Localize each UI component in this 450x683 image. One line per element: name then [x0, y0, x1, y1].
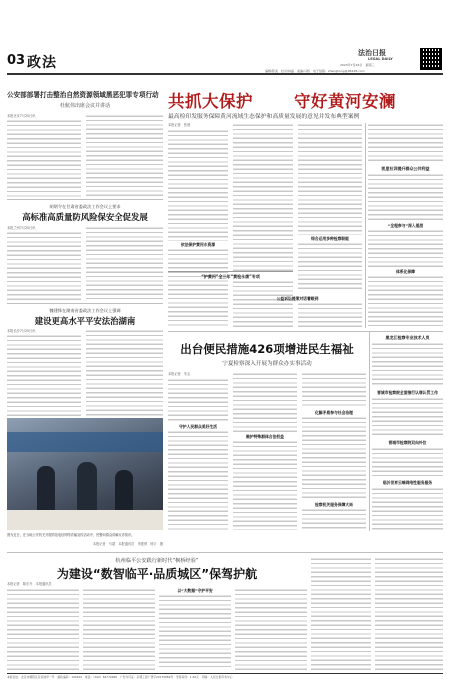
- bottom-body-col-6: [375, 557, 443, 670]
- lead-body-col-1: [168, 129, 228, 241]
- bottom-body-col-4: [235, 588, 307, 670]
- bottom-byline: 本报记者 陈东升 本报通讯员: [7, 582, 52, 586]
- right-brief-2-body: [372, 397, 443, 437]
- middle-top-rule: [168, 331, 443, 332]
- paper-name: 法治日报: [358, 49, 386, 57]
- bottom-body-col-3: [159, 594, 231, 670]
- lead-sidebar-body: [368, 123, 443, 163]
- lead-heading-c: 公益诉讼提案对话着眼到: [276, 296, 319, 301]
- lead-body-col-2b: [233, 280, 293, 328]
- middle-byline: 本报记者 朱志: [168, 372, 191, 376]
- middle-body-col-2b: [233, 440, 297, 530]
- header-rule: [7, 73, 443, 75]
- middle-heading-d: 检察机关服务保障大局: [315, 502, 353, 507]
- left-article-2-byline: 本报兰州7月25日讯: [7, 226, 36, 230]
- right-brief-4-body: [372, 487, 443, 530]
- left-article-1-subtitle: 杜航伟出席会议并讲话: [59, 103, 110, 109]
- lead-body-col-3: [298, 123, 362, 235]
- right-brief-1-title: 黑龙江检察专业技术人员: [385, 335, 430, 340]
- page-number: 03: [7, 53, 26, 68]
- lead-heading-a: 依法保护黄河水资源: [180, 242, 216, 247]
- photo-caption: 图为近日，在当地公安机关开展防范电信网络诈骗宣传活动中，民警向群众讲解反诈知识。: [7, 533, 135, 537]
- lead-heading-b: 综合运用多种检察职能: [311, 236, 349, 241]
- middle-heading-a: 守护人民群众美好生活: [179, 424, 217, 429]
- right-brief-2-title: 晋城市检察院全面推行认罪认罚工作: [377, 390, 438, 395]
- middle-body-col-1: [168, 378, 228, 422]
- left-article-2-kicker: 胡炳令在甘肃省委政法工作会议上要求: [49, 204, 121, 209]
- lead-sidebar-rule: [365, 123, 366, 328]
- left-article-1-body-2: [86, 114, 163, 197]
- left-article-3-title: 建设更高水平平安法治湖南: [34, 316, 136, 326]
- middle-title: 出台便民措施426项增进民生福祉: [180, 342, 354, 356]
- photo-table: [7, 510, 163, 530]
- left-article-1-title: 公安部部署打击整治自然资源领域黑恶犯罪专项行动: [7, 91, 159, 99]
- middle-body-col-3c: [302, 508, 366, 530]
- qr-code: [420, 48, 442, 70]
- bottom-body-col-1: [7, 588, 79, 670]
- lead-box-title: “护黄河”全三年“黄检永康”专项: [201, 274, 260, 279]
- middle-heading-c: 化解矛盾参与社会治理: [315, 410, 353, 415]
- lead-sidebar-body-2: [368, 173, 443, 221]
- lead-title-part-1: 共抓大保护: [168, 92, 253, 111]
- left-article-1-body: [7, 119, 81, 197]
- left-article-2-body-2: [86, 226, 163, 301]
- left-article-2-body: [7, 231, 81, 301]
- left-article-3-byline: 本报长沙7月25日讯: [7, 329, 36, 333]
- footer-rule: [7, 673, 443, 674]
- bottom-title: 为建设“数智临平·品质城区”保驾护航: [56, 567, 258, 581]
- photo-credit: 本报记者 马超 本报通讯员 李建勇 杨宇 摄: [92, 542, 163, 546]
- right-brief-3-body: [372, 447, 443, 477]
- right-brief-3-title: 晋城市检察院双向补位: [388, 440, 427, 445]
- lead-sidebar-title: 凯里社训提升群众公共利益: [381, 166, 430, 171]
- lead-sidebar-body-3: [368, 229, 443, 267]
- right-brief-1-body: [372, 342, 443, 386]
- lead-byline: 本报记者 张晨: [168, 123, 191, 127]
- bottom-top-rule: [7, 552, 443, 553]
- lead-body-col-3c: [298, 302, 362, 328]
- left-article-3-body-2: [86, 329, 163, 416]
- left-divider-1: [7, 199, 163, 200]
- lead-title-part-2: 守好黄河安澜: [294, 92, 396, 111]
- footer-text: 本报社址：北京市朝阳区花家地甲一号 邮政编码：100102 电话：（010）84772288 广告许可证：京朝工商广登字20170089号 零售每份：1.50元 印刷：人民日报印务中心: [7, 675, 233, 679]
- middle-body-col-1b: [168, 430, 228, 530]
- left-article-3-body: [7, 334, 81, 416]
- left-article-1-byline: 本报北京7月25日讯: [7, 114, 36, 118]
- middle-body-col-3: [302, 372, 366, 408]
- right-col-rule: [369, 331, 370, 531]
- left-article-2-title: 高标准高质量防风险保安全促发展: [22, 212, 148, 222]
- middle-body-col-3b: [302, 416, 366, 500]
- lead-sidebar-heading: “全程参与”深入基层: [387, 223, 424, 228]
- bottom-kicker: 杭州临平公安践行新时代“枫桥经验”: [115, 558, 199, 564]
- bottom-heading-a: 以“大数据”守护平安: [177, 588, 213, 593]
- issue-date: 2023年7月26日 星期三: [340, 63, 375, 67]
- paper-name-en: LEGAL DAILY: [368, 57, 393, 61]
- lead-body-col-3b: [298, 242, 362, 292]
- left-divider-2: [7, 303, 163, 304]
- lead-subtitle: 最高检印发服务保障黄河流域生态保护和高质量发展的意见并发布典型案例: [168, 114, 360, 120]
- left-article-3-kicker: 魏建锋在湖南省委政法工作会议上强调: [49, 308, 121, 313]
- lead-sidebar-heading-2: 体系化保障: [396, 269, 415, 274]
- bottom-body-col-2: [83, 588, 155, 670]
- right-brief-4-title: 临沂世界云端网络性服务服务: [382, 480, 433, 485]
- lead-sidebar-body-4: [368, 275, 443, 328]
- middle-heading-b: 维护特殊群体合法权益: [246, 434, 284, 439]
- bottom-body-col-5: [311, 557, 371, 670]
- news-photo: [7, 418, 163, 530]
- photo-banner: [7, 432, 163, 452]
- middle-body-col-2: [233, 372, 297, 432]
- editors-line: 编辑/陈美 校对/林晶 美编/马娇 电子信箱：zhenghong@96128.com: [265, 69, 365, 73]
- section-title: 政法: [27, 55, 57, 71]
- middle-subtitle: 宁夏检察深入开展为群众办实事活动: [222, 361, 312, 367]
- lead-body-col-2: [233, 123, 293, 273]
